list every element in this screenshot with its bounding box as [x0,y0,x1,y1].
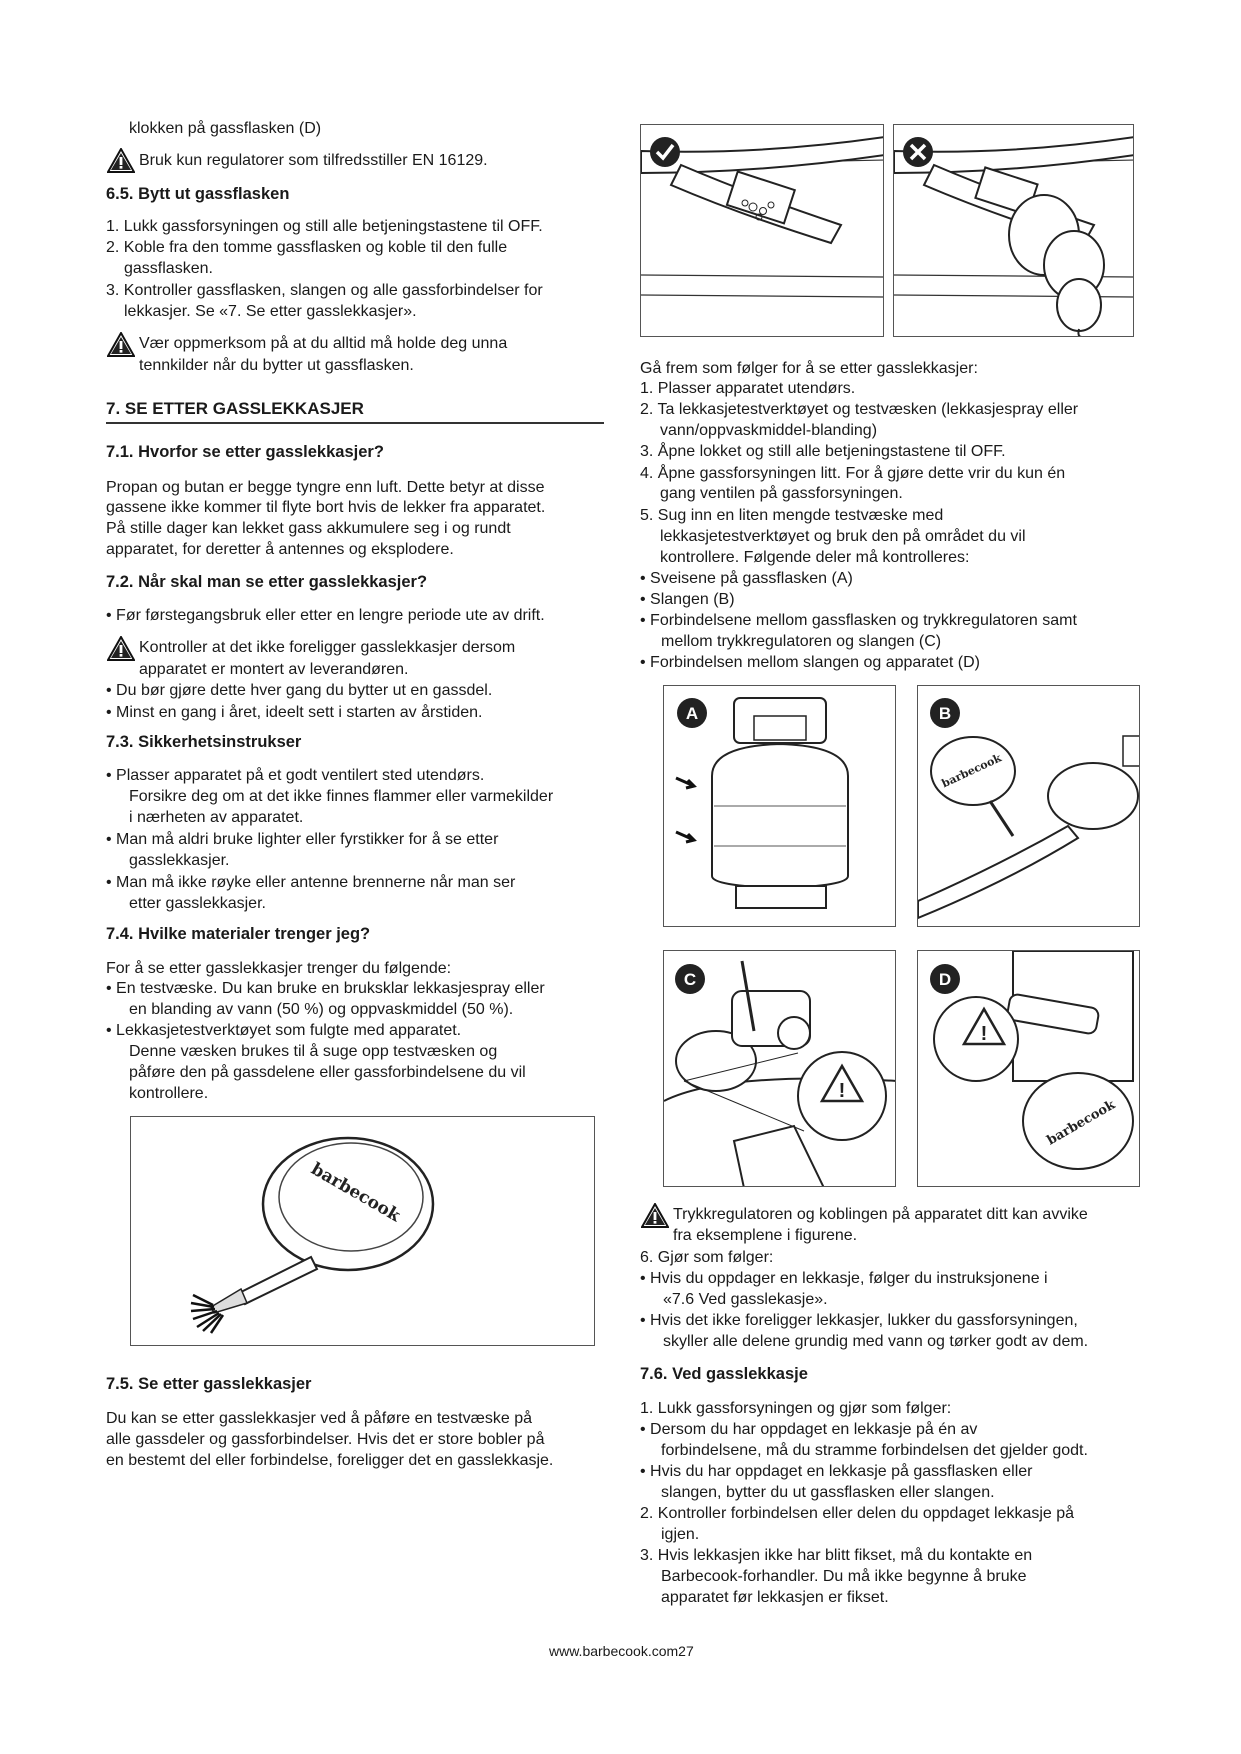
warning-text: fra eksemplene i figurene. [673,1227,858,1244]
brand-label: barbecook [1044,1097,1118,1149]
list-item-cont: igjen. [661,1526,700,1543]
warning-text: tennkilder når du bytter ut gassflasken. [139,357,414,374]
paragraph-line: For å se etter gasslekkasjer trenger du følgende: [106,960,452,977]
bullet-item-cont: etter gasslekkasjer. [129,895,266,912]
section-heading-7-4: 7.4. Hvilke materialer trenger jeg? [106,925,371,943]
list-item: 6. Gjør som følger: [640,1249,774,1266]
figure-d-appliance-connection [917,950,1140,1187]
paragraph-line: gassene ikke kommer til flyte bort hvis de lekker fra apparatet. [106,499,546,516]
paragraph-line: Du kan se etter gasslekkasjer ved å påføre en testvæske på [106,1410,532,1427]
section-heading-7-3: 7.3. Sikkerhetsinstrukser [106,733,302,751]
bullet-item: • Minst en gang i året, ideelt sett i starten av årstiden. [106,704,483,721]
figure-label-c: C [683,970,697,989]
warning-text: Bruk kun regulatorer som tilfredsstiller EN 16129. [139,152,488,169]
bullet-item: • Hvis du har oppdaget en lekkasje på gassflasken eller [640,1463,1033,1480]
list-item-cont: gassflasken. [124,260,213,277]
bullet-item: • Slangen (B) [640,591,735,608]
bullet-item-cont: mellom trykkregulatoren og slangen (C) [661,633,942,650]
warning-text: Vær oppmerksom på at du alltid må holde deg unna [139,335,508,352]
list-item-cont: vann/oppvaskmiddel-blanding) [660,422,878,439]
section-heading-7-1: 7.1. Hvorfor se etter gasslekkasjer? [106,443,384,461]
bullet-item-cont: påføre den på gassdelene eller gassforbindelsene du vil [129,1064,526,1081]
list-item: 5. Sug inn en liten mengde testvæske med [640,507,944,524]
bullet-item: • Man må ikke røyke eller antenne brennerne når man ser [106,874,516,891]
bullet-item-cont: en blanding av vann (50 %) og oppvaskmiddel (50 %). [129,1001,514,1018]
warning-icon [641,1203,669,1228]
bullet-item: • Man må aldri bruke lighter eller fyrstikker for å se etter [106,831,499,848]
section-heading-7-2: 7.2. Når skal man se etter gasslekkasjer? [106,573,428,591]
list-item-cont: lekkasjer. Se «7. Se etter gasslekkasjer». [124,303,417,320]
warning-icon [107,636,135,661]
brand-label: barbecook [939,751,1004,791]
paragraph-line: alle gassdeler og gassforbindelser. Hvis det er store bobler på [106,1431,545,1448]
warning-text: apparatet er montert av leverandøren. [139,661,409,678]
bullet-item: • Forbindelsene mellom gassflasken og trykkregulatoren samt [640,612,1077,629]
bullet-item-cont: «7.6 Ved gasslekasje». [663,1291,828,1308]
list-item-cont: Barbecook-forhandler. Du må ikke begynne å bruke [661,1568,1027,1585]
paragraph-line: apparatet, for deretter å antennes og eksplodere. [106,541,454,558]
figure-c-regulator [663,950,896,1187]
warning-icon [107,148,135,173]
list-item: 1. Plasser apparatet utendørs. [640,380,856,397]
brush-figure [130,1116,595,1346]
chapter-heading-7: 7. SE ETTER GASSLEKKASJER [106,399,364,418]
bullet-item: • Sveisene på gassflasken (A) [640,570,853,587]
figure-ok-connection [640,124,884,337]
bullet-item-cont: gasslekkasjer. [129,852,230,869]
figure-b-hose [917,685,1140,927]
paragraph-line: Gå frem som følger for å se etter gasslekkasjer: [640,360,978,377]
bullet-item-cont: Forsikre deg om at det ikke finnes flammer eller varmekilder [129,788,554,805]
bullet-item-cont: i nærheten av apparatet. [129,809,304,826]
list-item: 1. Lukk gassforsyningen og gjør som følger: [640,1400,952,1417]
list-item: 3. Åpne lokket og still alle betjeningstastene til OFF. [640,443,1006,460]
brand-label: barbecook [307,1159,404,1227]
list-item: 2. Koble fra den tomme gassflasken og koble til den fulle [106,239,508,256]
warning-text: Trykkregulatoren og koblingen på apparatet ditt kan avvike [673,1206,1088,1223]
bullet-item: • Før førstegangsbruk eller etter en lengre periode ute av drift. [106,607,545,624]
list-item: 3. Kontroller gassflasken, slangen og alle gassforbindelser for [106,282,543,299]
text-line: klokken på gassflasken (D) [129,120,322,137]
bullet-item-cont: slangen, bytter du ut gassflasken eller slangen. [661,1484,995,1501]
paragraph-line: en bestemt del eller forbindelse, foreligger det en gasslekkasje. [106,1452,554,1469]
bullet-item-cont: kontrollere. [129,1085,209,1102]
section-heading-6-5: 6.5. Bytt ut gassflasken [106,185,290,203]
bullet-item: • Plasser apparatet på et godt ventilert sted utendørs. [106,767,485,784]
bullet-item: • Forbindelsen mellom slangen og apparatet (D) [640,654,980,671]
bullet-item: • Hvis du oppdager en lekkasje, følger du instruksjonene i [640,1270,1048,1287]
warning-icon [107,332,135,357]
paragraph-line: Propan og butan er begge tyngre enn luft. Dette betyr at disse [106,479,545,496]
bullet-item: • Du bør gjøre dette hver gang du bytter ut en gassdel. [106,682,493,699]
bullet-item-cont: skyller alle delene grundig med vann og tørker godt av dem. [663,1333,1089,1350]
paragraph-line: På stille dager kan lekket gass akkumulere seg i og rundt [106,520,511,537]
list-item: 4. Åpne gassforsyningen litt. For å gjøre dette vrir du kun én [640,465,1066,482]
svg-text:!: ! [838,1080,846,1102]
list-item-cont: lekkasjetestverktøyet og bruk den på området du vil [660,528,1026,545]
bullet-item: • Hvis det ikke foreligger lekkasjer, lukker du gassforsyningen, [640,1312,1078,1329]
check-icon [650,137,680,167]
footer-url: www.barbecook.com27 [549,1643,694,1659]
figure-a-gas-bottle [663,685,896,927]
bullet-item-cont: Denne væsken brukes til å suge opp testvæsken og [129,1043,498,1060]
list-item: 2. Ta lekkasjetestverktøyet og testvæsken (lekkasjespray eller [640,401,1079,418]
bullet-item-cont: forbindelsene, må du stramme forbindelsen det gjelder godt. [661,1442,1088,1459]
section-heading-7-5: 7.5. Se etter gasslekkasjer [106,1375,312,1393]
bullet-item: • En testvæske. Du kan bruke en bruksklar lekkasjespray eller [106,980,545,997]
section-heading-7-6: 7.6. Ved gasslekkasje [640,1365,808,1383]
figure-label-d: D [938,970,952,989]
list-item: 3. Hvis lekkasjen ikke har blitt fikset, må du kontakte en [640,1547,1033,1564]
figure-label-b: B [938,704,952,723]
list-item: 1. Lukk gassforsyningen og still alle betjeningstastene til OFF. [106,218,543,235]
list-item-cont: kontrollere. Følgende deler må kontrolleres: [660,549,970,566]
warning-text: Kontroller at det ikke foreligger gasslekkasjer dersom [139,639,516,656]
list-item: 2. Kontroller forbindelsen eller delen du oppdaget lekkasje på [640,1505,1075,1522]
figure-label-a: A [685,704,699,723]
list-item-cont: apparatet før lekkasjen er fikset. [661,1589,889,1606]
bullet-item: • Dersom du har oppdaget en lekkasje på én av [640,1421,978,1438]
bullet-item: • Lekkasjetestverktøyet som fulgte med apparatet. [106,1022,462,1039]
heading-rule [106,422,604,424]
list-item-cont: gang ventilen på gassforsyningen. [660,485,903,502]
svg-text:!: ! [980,1023,988,1045]
figure-leaking-connection [893,124,1134,337]
